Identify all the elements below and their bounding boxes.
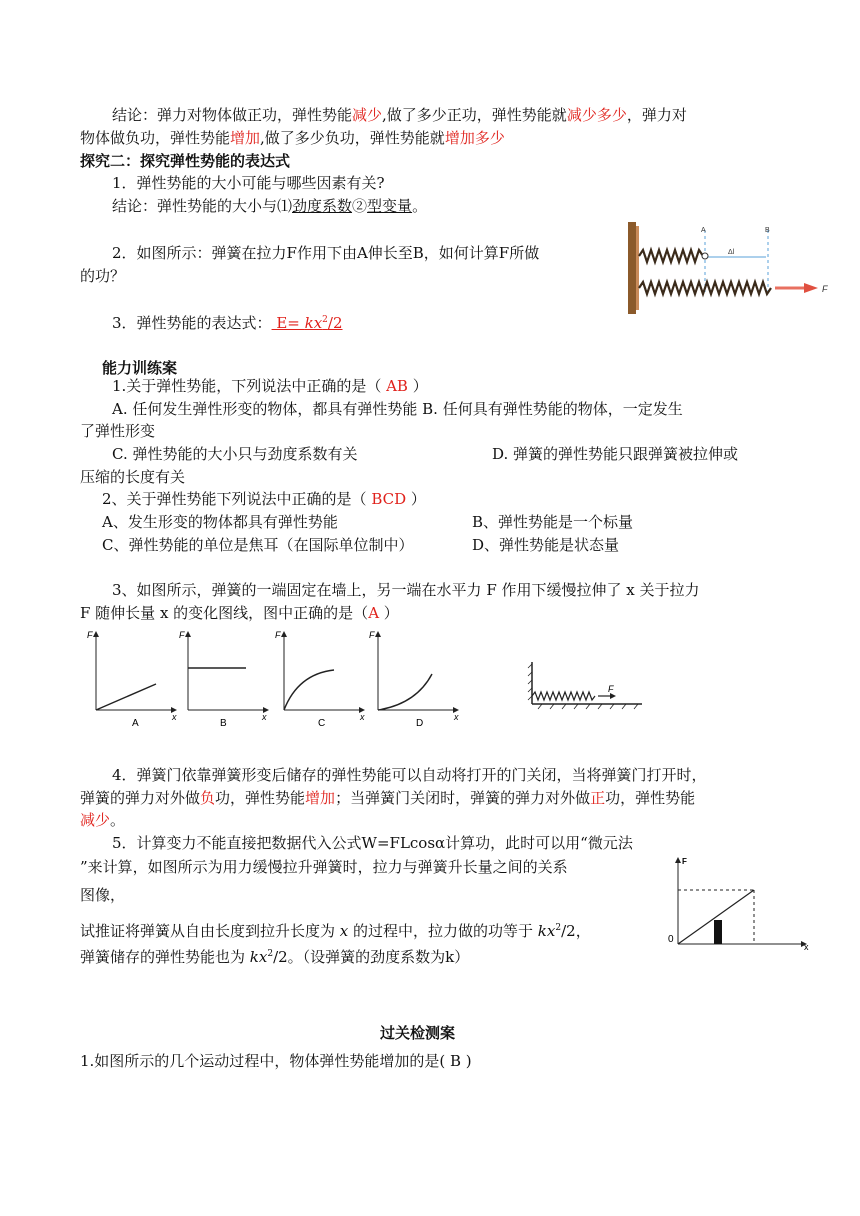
check-q1: 1.如图所示的几个运动过程中，物体弹性势能增加的是( B ) bbox=[80, 1052, 472, 1070]
training-q5-line-2: ”来计算，如图所示为用力缓慢拉升弹簧时，拉力与弹簧升长量之间的关系 bbox=[80, 858, 568, 876]
svg-text:F: F bbox=[87, 630, 93, 640]
training-q1-option-d: D. 弹簧的弹性势能只跟弹簧被拉伸或 bbox=[492, 445, 739, 463]
training-q4-line-2: 弹簧的弹力对外做负功，弹性势能增加；当弹簧门关闭时，弹簧的弹力对外做正功，弹性势能 bbox=[80, 789, 696, 807]
micro-element-bar bbox=[714, 920, 722, 944]
graph-d bbox=[369, 630, 459, 729]
svg-text:F: F bbox=[608, 684, 614, 694]
svg-text:x: x bbox=[360, 712, 365, 722]
training-q2-stem: 2、关于弹性势能下列说法中正确的是（ BCD ） bbox=[102, 490, 426, 508]
training-q1-option-d-cont: 压缩的长度有关 bbox=[80, 468, 186, 486]
svg-text:F: F bbox=[179, 630, 185, 640]
question-2-line-1: 2．如图所示：弹簧在拉力F作用下由A伸长至B，如何计算F所做 bbox=[112, 244, 540, 262]
training-q4-line-1: 4．弹簧门依靠弹簧形变后储存的弹性势能可以自动将打开的门关闭，当将弹簧门打开时， bbox=[112, 766, 707, 784]
training-q5-line-3: 图像， bbox=[80, 886, 126, 904]
label-f: F bbox=[822, 284, 828, 294]
graph-a bbox=[87, 630, 177, 729]
formula-answer: $E= kx^2/2$ bbox=[271, 314, 343, 332]
training-q3-line-2: F 随伸长量 x 的变化图线，图中正确的是（A ） bbox=[80, 604, 399, 622]
svg-text:B: B bbox=[220, 718, 227, 729]
training-q1-stem: 1.关于弹性势能，下列说法中正确的是（ AB ） bbox=[112, 377, 428, 395]
force-arrow-icon bbox=[804, 283, 818, 293]
spring-stretch-figure bbox=[628, 222, 834, 314]
svg-text:x: x bbox=[804, 942, 809, 952]
conclusion-factors: 结论：弹性势能的大小与⑴劲度系数②型变量。 bbox=[112, 197, 428, 215]
force-extension-graph bbox=[664, 854, 820, 954]
section-title-explore-2: 探究二：探究弹性势能的表达式 bbox=[80, 152, 291, 170]
svg-text:F: F bbox=[682, 857, 687, 866]
training-q2-option-a: A、发生形变的物体都具有弹性势能 bbox=[102, 513, 338, 531]
training-q3-line-1: 3、如图所示，弹簧的一端固定在墙上，另一端在水平力 F 作用下缓慢拉伸了 x 关于拉力 bbox=[112, 581, 700, 599]
svg-text:F: F bbox=[275, 630, 281, 640]
wall-spring-figure bbox=[528, 660, 648, 714]
hatch bbox=[528, 664, 638, 709]
section-title-check: 过关检测案 bbox=[380, 1024, 456, 1042]
training-q2-option-b: B、弹性势能是一个标量 bbox=[472, 513, 634, 531]
label-delta-l: Δl bbox=[728, 249, 735, 256]
training-q2-option-c: C、弹性势能的单位是焦耳（在国际单位制中） bbox=[102, 536, 414, 554]
training-q1-option-b-cont: 了弹性形变 bbox=[80, 422, 156, 440]
curve-a-linear bbox=[96, 684, 156, 710]
label-b: B bbox=[765, 227, 770, 234]
training-q5-line-4: 试推证将弹簧从自由长度到拉升长度为 x 的过程中，拉力做的功等于 $kx^2/2$， bbox=[80, 922, 591, 940]
svg-text:C: C bbox=[318, 718, 326, 729]
force-graphs bbox=[84, 626, 474, 730]
svg-text:0: 0 bbox=[668, 934, 674, 945]
question-2-line-2: 的功？ bbox=[80, 267, 126, 285]
curve-c-concave bbox=[284, 670, 334, 710]
section-title-training: 能力训练案 bbox=[102, 359, 178, 377]
svg-text:A: A bbox=[132, 718, 139, 729]
training-q4-line-3: 减少。 bbox=[80, 811, 126, 829]
spring-stretched bbox=[639, 282, 771, 294]
svg-text:x: x bbox=[262, 712, 267, 722]
question-1: 1．弹性势能的大小可能与哪些因素有关? bbox=[112, 174, 385, 192]
training-q1-option-c: C. 弹性势能的大小只与劲度系数有关 bbox=[112, 445, 358, 463]
svg-text:F: F bbox=[369, 630, 375, 640]
conclusion-line-1: 结论：弹力对物体做正功，弹性势能减少,做了多少正功，弹性势能就减少多少，弹力对 bbox=[112, 106, 687, 124]
label-a: A bbox=[701, 227, 706, 234]
wall bbox=[628, 222, 636, 314]
svg-text:D: D bbox=[416, 718, 424, 729]
conclusion-line-2: 物体做负功，弹性势能增加,做了多少负功，弹性势能就增加多少 bbox=[80, 129, 505, 147]
training-q1-option-ab: A. 任何发生弹性形变的物体，都具有弹性势能 B. 任何具有弹性势能的物体，一定发生 bbox=[112, 400, 683, 418]
svg-text:x: x bbox=[172, 712, 177, 722]
question-3: 3．弹性势能的表达式： $E= kx^2/2$ bbox=[112, 314, 343, 332]
graph-b bbox=[179, 630, 268, 729]
svg-text:x: x bbox=[454, 712, 459, 722]
curve-d-convex bbox=[378, 674, 432, 710]
spring-icon bbox=[532, 692, 595, 700]
training-q5-line-5: 弹簧储存的弹性势能也为 $kx^2/2$。（设弹簧的劲度系数为k） bbox=[80, 948, 470, 966]
graph-c bbox=[275, 630, 365, 729]
training-q5-line-1: 5．计算变力不能直接把数据代入公式W=FLcosα计算功，此时可以用“微元法 bbox=[112, 834, 633, 852]
spring-relaxed bbox=[639, 250, 703, 262]
training-q2-option-d: D、弹性势能是状态量 bbox=[472, 536, 620, 554]
